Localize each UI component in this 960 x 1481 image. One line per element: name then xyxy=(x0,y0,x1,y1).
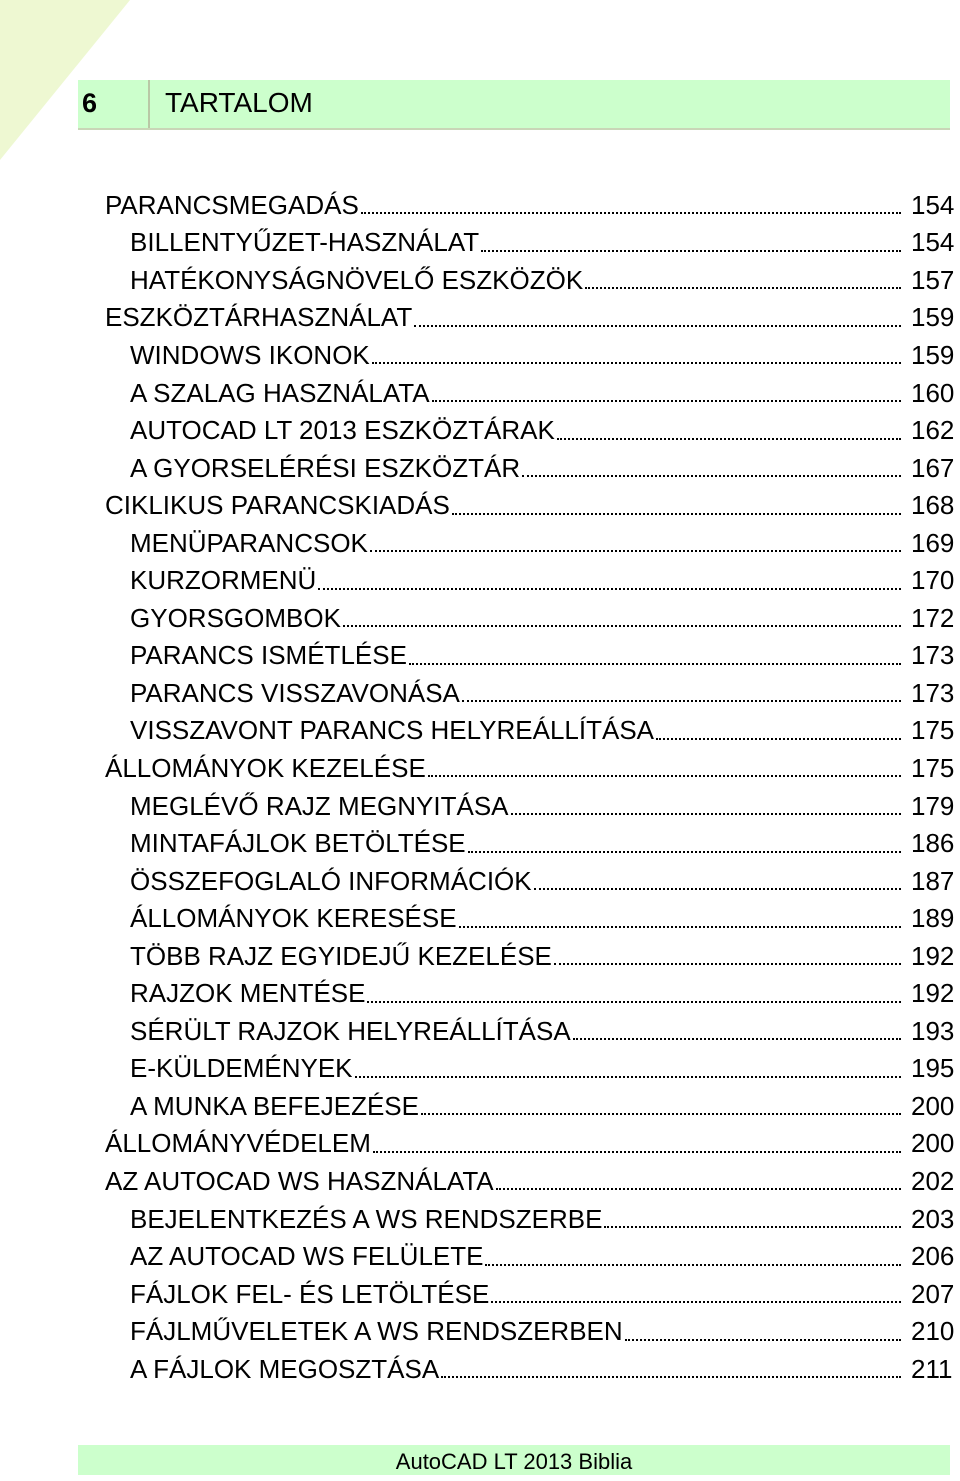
toc-entry-page: 159 xyxy=(911,302,955,333)
toc-entry-page: 207 xyxy=(911,1278,955,1309)
toc-entry[interactable] xyxy=(0,299,960,337)
toc-entry-page: 200 xyxy=(911,1128,955,1159)
toc-entry-title: BEJELENTKEZÉS A WS RENDSZERBE xyxy=(130,1203,603,1234)
toc-entry[interactable] xyxy=(0,1162,960,1200)
toc-entry-title: ESZKÖZTÁRHASZNÁLAT xyxy=(105,302,413,333)
table-of-contents xyxy=(0,186,960,1388)
toc-entry-page: 192 xyxy=(911,978,955,1009)
toc-entry-title: AUTOCAD LT 2013 ESZKÖZTÁRAK xyxy=(130,415,555,446)
dot-leader xyxy=(534,887,901,890)
toc-entry[interactable] xyxy=(0,937,960,975)
toc-entry-page: 200 xyxy=(911,1090,955,1121)
toc-entry-title: E-KÜLDEMÉNYEK xyxy=(130,1053,353,1084)
toc-entry[interactable] xyxy=(0,1312,960,1350)
toc-entry[interactable] xyxy=(0,186,960,224)
page-number: 6 xyxy=(82,88,98,118)
toc-entry-title: SÉRÜLT RAJZOK HELYREÁLLÍTÁSA xyxy=(130,1015,571,1046)
toc-entry-page: 202 xyxy=(911,1165,955,1196)
toc-entry-title: FÁJLOK FEL- ÉS LETÖLTÉSE xyxy=(130,1278,490,1309)
toc-entry-title: GYORSGOMBOK xyxy=(130,602,341,633)
toc-entry-title: CIKLIKUS PARANCSKIADÁS xyxy=(105,490,450,521)
dot-leader xyxy=(585,286,901,289)
toc-entry[interactable] xyxy=(0,824,960,862)
toc-entry-page: 154 xyxy=(911,189,955,220)
toc-entry-title: A GYORSELÉRÉSI ESZKÖZTÁR xyxy=(130,452,521,483)
toc-entry[interactable] xyxy=(0,637,960,675)
toc-entry-title: AZ AUTOCAD WS FELÜLETE xyxy=(130,1241,484,1272)
toc-entry-title: A SZALAG HASZNÁLATA xyxy=(130,377,430,408)
toc-entry-title: PARANCS VISSZAVONÁSA xyxy=(130,677,460,708)
toc-entry-page: 173 xyxy=(911,640,955,671)
dot-leader xyxy=(573,1037,901,1040)
toc-entry-page: 189 xyxy=(911,903,955,934)
toc-entry-title: HATÉKONYSÁGNÖVELŐ ESZKÖZÖK xyxy=(130,264,584,295)
toc-entry-page: 206 xyxy=(911,1241,955,1272)
toc-entry-page: 169 xyxy=(911,527,955,558)
toc-entry[interactable] xyxy=(0,224,960,262)
toc-entry-page: 173 xyxy=(911,677,955,708)
toc-entry[interactable] xyxy=(0,749,960,787)
toc-entry-title: MENÜPARANCSOK xyxy=(130,527,368,558)
toc-entry-title: ÁLLOMÁNYVÉDELEM xyxy=(105,1128,371,1159)
dot-leader xyxy=(485,1263,901,1266)
dot-leader xyxy=(372,361,901,364)
toc-entry-title: BILLENTYŰZET-HASZNÁLAT xyxy=(130,227,480,258)
toc-entry[interactable] xyxy=(0,336,960,374)
dot-leader xyxy=(462,699,901,702)
toc-entry-page: 192 xyxy=(911,940,955,971)
toc-entry[interactable] xyxy=(0,411,960,449)
toc-entry[interactable] xyxy=(0,1050,960,1088)
toc-entry-title: PARANCSMEGADÁS xyxy=(105,189,359,220)
toc-entry-page: 179 xyxy=(911,790,955,821)
dot-leader xyxy=(432,399,901,402)
page-footer xyxy=(78,1445,950,1475)
page-header xyxy=(78,80,950,130)
toc-entry-page: 186 xyxy=(911,828,955,859)
toc-entry[interactable] xyxy=(0,862,960,900)
toc-entry-title: A FÁJLOK MEGOSZTÁSA xyxy=(130,1353,440,1384)
toc-entry-page: 170 xyxy=(911,565,955,596)
dot-leader xyxy=(554,962,901,965)
toc-entry[interactable] xyxy=(0,449,960,487)
toc-entry[interactable] xyxy=(0,261,960,299)
toc-entry[interactable] xyxy=(0,974,960,1012)
toc-entry-page: 193 xyxy=(911,1015,955,1046)
dot-leader xyxy=(409,662,901,665)
toc-entry[interactable] xyxy=(0,1350,960,1388)
dot-leader xyxy=(557,437,901,440)
footer-title: AutoCAD LT 2013 Biblia xyxy=(395,1449,633,1474)
dot-leader xyxy=(343,624,901,627)
toc-entry[interactable] xyxy=(0,524,960,562)
dot-leader xyxy=(414,324,901,327)
dot-leader xyxy=(656,737,901,740)
toc-entry-page: 162 xyxy=(911,415,955,446)
dot-leader xyxy=(373,1150,901,1153)
toc-entry-title: WINDOWS IKONOK xyxy=(130,339,370,370)
toc-entry-page: 159 xyxy=(911,339,955,370)
toc-entry-title: VISSZAVONT PARANCS HELYREÁLLÍTÁSA xyxy=(130,715,655,746)
toc-entry-title: FÁJLMŰVELETEK A WS RENDSZERBEN xyxy=(130,1316,623,1347)
toc-entry-page: 154 xyxy=(911,227,955,258)
dot-leader xyxy=(441,1375,901,1378)
toc-entry-page: 175 xyxy=(911,752,955,783)
dot-leader xyxy=(355,1075,902,1078)
toc-entry-title: ÁLLOMÁNYOK KEZELÉSE xyxy=(105,752,426,783)
toc-entry-title: RAJZOK MENTÉSE xyxy=(130,978,366,1009)
toc-entry[interactable] xyxy=(0,674,960,712)
toc-entry-page: 160 xyxy=(911,377,955,408)
toc-entry-title: AZ AUTOCAD WS HASZNÁLATA xyxy=(105,1165,494,1196)
toc-entry-page: 167 xyxy=(911,452,955,483)
toc-entry-title: A MUNKA BEFEJEZÉSE xyxy=(130,1090,419,1121)
dot-leader xyxy=(481,249,901,252)
toc-entry-title: MEGLÉVŐ RAJZ MEGNYITÁSA xyxy=(130,790,509,821)
dot-leader xyxy=(511,812,901,815)
toc-entry[interactable] xyxy=(0,561,960,599)
toc-entry-page: 211 xyxy=(911,1353,953,1384)
dot-leader xyxy=(625,1338,901,1341)
toc-entry-page: 168 xyxy=(911,490,955,521)
toc-entry[interactable] xyxy=(0,1200,960,1238)
dot-leader xyxy=(452,512,901,515)
dot-leader xyxy=(361,211,901,214)
toc-entry[interactable] xyxy=(0,1237,960,1275)
header-divider xyxy=(148,80,150,128)
toc-entry-title: MINTAFÁJLOK BETÖLTÉSE xyxy=(130,828,466,859)
dot-leader xyxy=(421,1112,901,1115)
toc-entry[interactable] xyxy=(0,899,960,937)
dot-leader xyxy=(522,474,901,477)
toc-entry[interactable] xyxy=(0,1125,960,1163)
toc-entry-page: 157 xyxy=(911,264,955,295)
toc-entry-page: 203 xyxy=(911,1203,955,1234)
dot-leader xyxy=(491,1300,901,1303)
dot-leader xyxy=(318,587,901,590)
toc-entry[interactable] xyxy=(0,599,960,637)
toc-entry[interactable] xyxy=(0,1012,960,1050)
toc-entry[interactable] xyxy=(0,712,960,750)
toc-entry-title: ÖSSZEFOGLALÓ INFORMÁCIÓK xyxy=(130,865,532,896)
toc-entry[interactable] xyxy=(0,1275,960,1313)
toc-entry-page: 187 xyxy=(911,865,955,896)
toc-entry[interactable] xyxy=(0,374,960,412)
toc-entry-page: 175 xyxy=(911,715,955,746)
dot-leader xyxy=(468,850,901,853)
dot-leader xyxy=(496,1187,901,1190)
toc-entry-title: TÖBB RAJZ EGYIDEJŰ KEZELÉSE xyxy=(130,940,552,971)
toc-entry[interactable] xyxy=(0,486,960,524)
toc-entry[interactable] xyxy=(0,787,960,825)
toc-entry-page: 210 xyxy=(911,1316,955,1347)
dot-leader xyxy=(428,774,901,777)
toc-entry-page: 172 xyxy=(911,602,955,633)
toc-entry-title: ÁLLOMÁNYOK KERESÉSE xyxy=(130,903,457,934)
toc-entry-page: 195 xyxy=(911,1053,955,1084)
toc-entry[interactable] xyxy=(0,1087,960,1125)
dot-leader xyxy=(370,549,901,552)
dot-leader xyxy=(604,1225,901,1228)
toc-entry-title: KURZORMENÜ xyxy=(130,565,317,596)
toc-entry-title: PARANCS ISMÉTLÉSE xyxy=(130,640,407,671)
dot-leader xyxy=(459,925,901,928)
page-title: TARTALOM xyxy=(165,87,313,118)
dot-leader xyxy=(367,1000,901,1003)
